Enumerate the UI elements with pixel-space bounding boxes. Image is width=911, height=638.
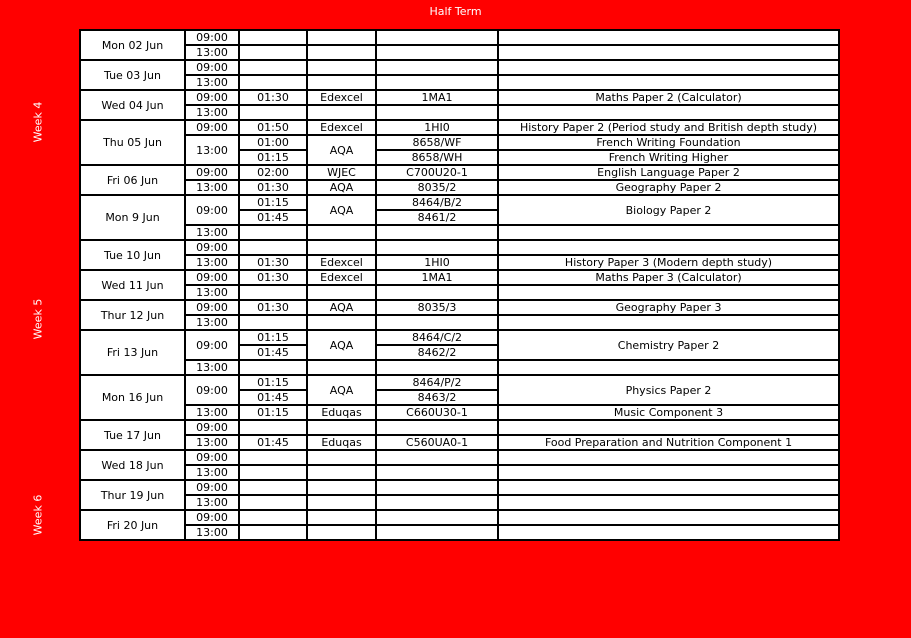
board-cell: Edexcel — [307, 90, 376, 105]
table-row — [80, 195, 839, 210]
day-cell: Thu 05 Jun — [80, 120, 185, 165]
table-row — [80, 525, 839, 540]
code-cell — [376, 105, 498, 120]
paper-title-cell — [498, 510, 839, 525]
session-time-cell: 09:00 — [185, 375, 239, 405]
code-cell: C560UA0-1 — [376, 435, 498, 450]
code-cell: 1MA1 — [376, 270, 498, 285]
table-row — [80, 300, 839, 315]
week-5-label: Week 5 — [31, 298, 45, 340]
code-cell — [376, 240, 498, 255]
session-time-cell: 13:00 — [185, 360, 239, 375]
table-row — [80, 135, 839, 150]
board-cell: Eduqas — [307, 435, 376, 450]
board-cell — [307, 30, 376, 45]
duration-cell — [239, 240, 307, 255]
table-row — [80, 120, 839, 135]
duration-cell — [239, 315, 307, 330]
paper-title-cell — [498, 420, 839, 435]
session-time-cell: 13:00 — [185, 525, 239, 540]
session-time-cell: 09:00 — [185, 90, 239, 105]
board-cell — [307, 45, 376, 60]
code-cell — [376, 495, 498, 510]
code-cell: 8461/2 — [376, 210, 498, 225]
session-time-cell: 13:00 — [185, 255, 239, 270]
table-row — [80, 330, 839, 345]
day-cell: Wed 04 Jun — [80, 90, 185, 120]
code-cell: 1HI0 — [376, 120, 498, 135]
code-cell: 8658/WF — [376, 135, 498, 150]
exam-timetable — [79, 29, 840, 541]
table-row — [80, 420, 839, 435]
duration-cell: 01:30 — [239, 90, 307, 105]
paper-title-cell — [498, 360, 839, 375]
code-cell: 8035/2 — [376, 180, 498, 195]
duration-cell: 02:00 — [239, 165, 307, 180]
paper-title-cell — [498, 240, 839, 255]
code-cell: 8462/2 — [376, 345, 498, 360]
code-cell: 1HI0 — [376, 255, 498, 270]
duration-cell — [239, 30, 307, 45]
day-cell: Fri 13 Jun — [80, 330, 185, 375]
code-cell — [376, 285, 498, 300]
table-row — [80, 180, 839, 195]
board-cell: AQA — [307, 375, 376, 405]
board-cell: AQA — [307, 300, 376, 315]
session-time-cell: 13:00 — [185, 465, 239, 480]
board-cell — [307, 510, 376, 525]
session-time-cell: 09:00 — [185, 480, 239, 495]
table-row — [80, 225, 839, 240]
code-cell: 8464/C/2 — [376, 330, 498, 345]
session-time-cell: 13:00 — [185, 495, 239, 510]
table-row — [80, 375, 839, 390]
duration-cell — [239, 60, 307, 75]
table-row — [80, 360, 839, 375]
day-cell: Mon 9 Jun — [80, 195, 185, 240]
duration-cell: 01:15 — [239, 150, 307, 165]
paper-title-cell: English Language Paper 2 — [498, 165, 839, 180]
session-time-cell: 09:00 — [185, 270, 239, 285]
session-time-cell: 09:00 — [185, 120, 239, 135]
day-cell: Tue 10 Jun — [80, 240, 185, 270]
day-cell: Wed 18 Jun — [80, 450, 185, 480]
duration-cell: 01:15 — [239, 195, 307, 210]
board-cell — [307, 360, 376, 375]
session-time-cell: 09:00 — [185, 450, 239, 465]
code-cell — [376, 465, 498, 480]
day-cell: Tue 17 Jun — [80, 420, 185, 450]
session-time-cell: 13:00 — [185, 315, 239, 330]
board-cell — [307, 525, 376, 540]
paper-title-cell — [498, 450, 839, 465]
code-cell — [376, 315, 498, 330]
paper-title-cell — [498, 465, 839, 480]
paper-title-cell — [498, 60, 839, 75]
paper-title-cell: Geography Paper 2 — [498, 180, 839, 195]
table-row — [80, 435, 839, 450]
table-row — [80, 465, 839, 480]
board-cell: Eduqas — [307, 405, 376, 420]
board-cell — [307, 465, 376, 480]
session-time-cell: 13:00 — [185, 435, 239, 450]
duration-cell — [239, 45, 307, 60]
table-row — [80, 90, 839, 105]
paper-title-cell — [498, 105, 839, 120]
duration-cell — [239, 75, 307, 90]
paper-title-cell: Maths Paper 3 (Calculator) — [498, 270, 839, 285]
board-cell: AQA — [307, 180, 376, 195]
duration-cell — [239, 465, 307, 480]
week-4-label: Week 4 — [31, 101, 45, 143]
duration-cell: 01:30 — [239, 180, 307, 195]
paper-title-cell: Physics Paper 2 — [498, 375, 839, 405]
board-cell — [307, 240, 376, 255]
duration-cell: 01:45 — [239, 435, 307, 450]
code-cell: 8035/3 — [376, 300, 498, 315]
session-time-cell: 09:00 — [185, 165, 239, 180]
duration-cell: 01:15 — [239, 405, 307, 420]
table-row — [80, 315, 839, 330]
code-cell — [376, 510, 498, 525]
code-cell — [376, 60, 498, 75]
board-cell — [307, 225, 376, 240]
code-cell — [376, 45, 498, 60]
board-cell — [307, 75, 376, 90]
code-cell: 8464/P/2 — [376, 375, 498, 390]
session-time-cell: 13:00 — [185, 180, 239, 195]
board-cell — [307, 420, 376, 435]
duration-cell — [239, 510, 307, 525]
table-row — [80, 255, 839, 270]
session-time-cell: 13:00 — [185, 285, 239, 300]
paper-title-cell — [498, 285, 839, 300]
board-cell: AQA — [307, 195, 376, 225]
duration-cell: 01:30 — [239, 255, 307, 270]
duration-cell: 01:30 — [239, 300, 307, 315]
duration-cell: 01:00 — [239, 135, 307, 150]
session-time-cell: 09:00 — [185, 510, 239, 525]
code-cell — [376, 480, 498, 495]
table-row — [80, 165, 839, 180]
session-time-cell: 09:00 — [185, 240, 239, 255]
code-cell: 8658/WH — [376, 150, 498, 165]
board-cell — [307, 480, 376, 495]
session-time-cell: 13:00 — [185, 45, 239, 60]
code-cell — [376, 360, 498, 375]
paper-title-cell — [498, 495, 839, 510]
paper-title-cell: Chemistry Paper 2 — [498, 330, 839, 360]
duration-cell: 01:15 — [239, 375, 307, 390]
board-cell — [307, 495, 376, 510]
table-row — [80, 480, 839, 495]
session-time-cell: 09:00 — [185, 195, 239, 225]
day-cell: Thur 12 Jun — [80, 300, 185, 330]
day-cell: Fri 06 Jun — [80, 165, 185, 195]
board-cell: AQA — [307, 135, 376, 165]
session-time-cell: 09:00 — [185, 330, 239, 360]
duration-cell: 01:45 — [239, 345, 307, 360]
board-cell — [307, 450, 376, 465]
session-time-cell: 13:00 — [185, 75, 239, 90]
day-cell: Fri 20 Jun — [80, 510, 185, 540]
paper-title-cell: History Paper 2 (Period study and British depth study) — [498, 120, 839, 135]
duration-cell — [239, 285, 307, 300]
paper-title-cell — [498, 75, 839, 90]
day-cell: Mon 02 Jun — [80, 30, 185, 60]
paper-title-cell: French Writing Higher — [498, 150, 839, 165]
duration-cell: 01:45 — [239, 210, 307, 225]
board-cell: Edexcel — [307, 270, 376, 285]
duration-cell — [239, 480, 307, 495]
table-row — [80, 270, 839, 285]
table-row — [80, 405, 839, 420]
day-cell: Mon 16 Jun — [80, 375, 185, 420]
paper-title-cell: Geography Paper 3 — [498, 300, 839, 315]
board-cell — [307, 60, 376, 75]
code-cell — [376, 420, 498, 435]
duration-cell — [239, 225, 307, 240]
board-cell: AQA — [307, 330, 376, 360]
day-cell: Wed 11 Jun — [80, 270, 185, 300]
code-cell: 8464/B/2 — [376, 195, 498, 210]
duration-cell — [239, 420, 307, 435]
duration-cell — [239, 105, 307, 120]
duration-cell — [239, 525, 307, 540]
code-cell: 8463/2 — [376, 390, 498, 405]
code-cell — [376, 450, 498, 465]
duration-cell: 01:30 — [239, 270, 307, 285]
table-row — [80, 45, 839, 60]
day-cell: Thur 19 Jun — [80, 480, 185, 510]
paper-title-cell: Music Component 3 — [498, 405, 839, 420]
board-cell: Edexcel — [307, 120, 376, 135]
table-row — [80, 285, 839, 300]
table-row — [80, 240, 839, 255]
paper-title-cell: French Writing Foundation — [498, 135, 839, 150]
board-cell — [307, 315, 376, 330]
paper-title-cell — [498, 30, 839, 45]
duration-cell: 01:50 — [239, 120, 307, 135]
paper-title-cell: Food Preparation and Nutrition Component 1 — [498, 435, 839, 450]
session-time-cell: 09:00 — [185, 30, 239, 45]
day-cell: Tue 03 Jun — [80, 60, 185, 90]
session-time-cell: 09:00 — [185, 300, 239, 315]
paper-title-cell: History Paper 3 (Modern depth study) — [498, 255, 839, 270]
code-cell: C700U20-1 — [376, 165, 498, 180]
session-time-cell: 13:00 — [185, 135, 239, 165]
duration-cell — [239, 360, 307, 375]
board-cell: WJEC — [307, 165, 376, 180]
paper-title-cell — [498, 480, 839, 495]
table-row — [80, 105, 839, 120]
week-6-label: Week 6 — [31, 494, 45, 536]
session-time-cell: 13:00 — [185, 105, 239, 120]
duration-cell: 01:45 — [239, 390, 307, 405]
half-term-banner: Half Term — [429, 5, 482, 18]
table-row — [80, 450, 839, 465]
board-cell: Edexcel — [307, 255, 376, 270]
paper-title-cell: Biology Paper 2 — [498, 195, 839, 225]
session-time-cell: 13:00 — [185, 405, 239, 420]
paper-title-cell — [498, 225, 839, 240]
board-cell — [307, 105, 376, 120]
table-row — [80, 30, 839, 45]
paper-title-cell — [498, 315, 839, 330]
session-time-cell: 13:00 — [185, 225, 239, 240]
code-cell — [376, 30, 498, 45]
code-cell: C660U30-1 — [376, 405, 498, 420]
code-cell — [376, 225, 498, 240]
table-row — [80, 495, 839, 510]
code-cell: 1MA1 — [376, 90, 498, 105]
code-cell — [376, 75, 498, 90]
paper-title-cell — [498, 45, 839, 60]
paper-title-cell: Maths Paper 2 (Calculator) — [498, 90, 839, 105]
session-time-cell: 09:00 — [185, 60, 239, 75]
code-cell — [376, 525, 498, 540]
table-row — [80, 510, 839, 525]
table-row — [80, 75, 839, 90]
duration-cell: 01:15 — [239, 330, 307, 345]
paper-title-cell — [498, 525, 839, 540]
table-row — [80, 60, 839, 75]
duration-cell — [239, 495, 307, 510]
board-cell — [307, 285, 376, 300]
session-time-cell: 09:00 — [185, 420, 239, 435]
duration-cell — [239, 450, 307, 465]
